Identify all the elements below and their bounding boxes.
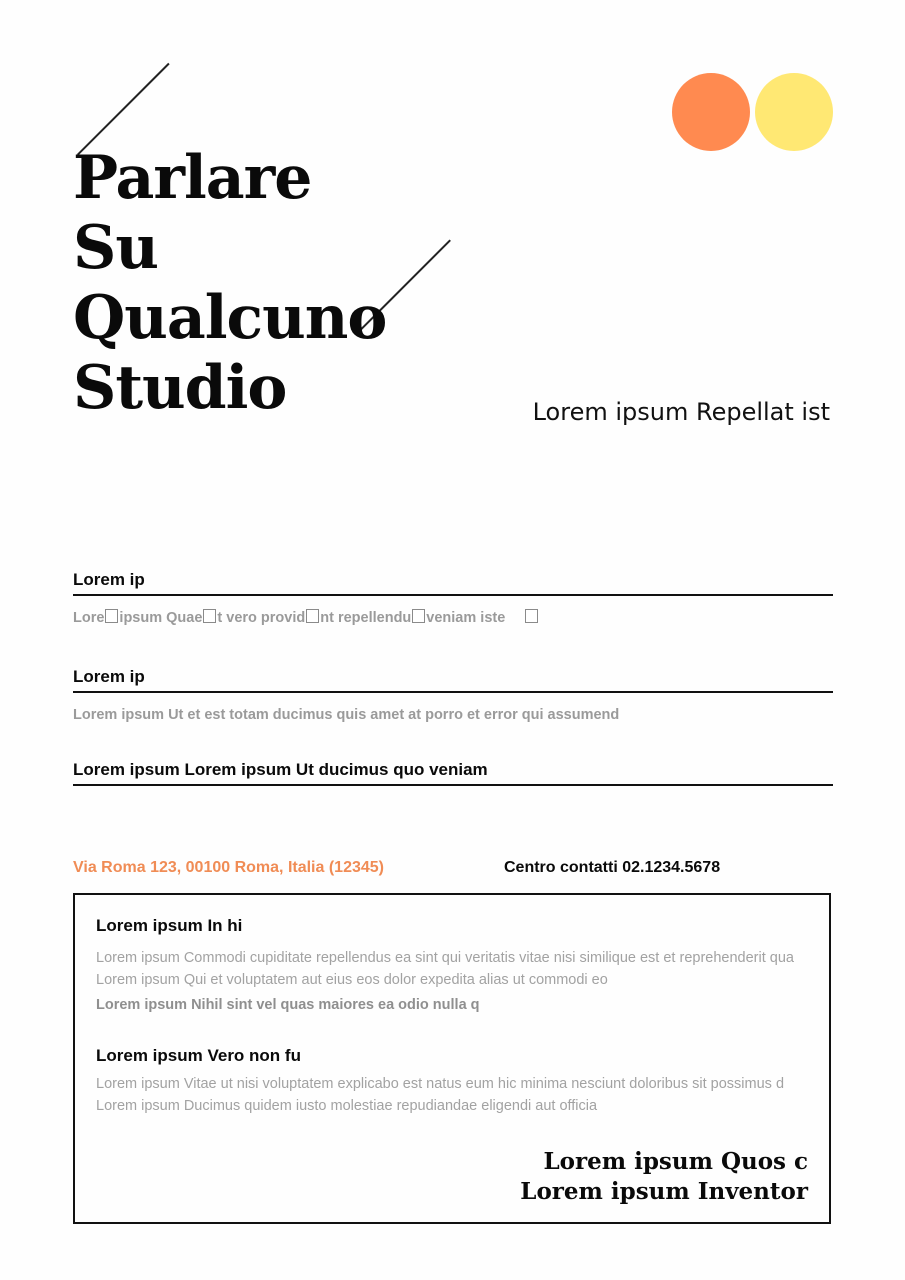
title-line-3: Qualcuno	[73, 283, 387, 353]
placeholder-box-icon	[306, 609, 319, 623]
orange-circle	[672, 73, 750, 151]
section-1-text	[73, 609, 539, 626]
info-box	[73, 893, 831, 1224]
box-block-1-line-2: Lorem ipsum Qui et voluptatem aut eius eos dolor expedita alias ut commodi eo	[96, 972, 608, 988]
yellow-circle	[755, 73, 833, 151]
placeholder-box-icon	[412, 609, 425, 623]
box-block-2-line-1: Lorem ipsum Vitae ut nisi voluptatem explicabo est natus eum hic minima nesciunt doloribus sit possimus d	[96, 1076, 785, 1092]
address: Via Roma 123, 00100 Roma, Italia (12345)	[73, 859, 384, 876]
signature-block	[520, 1147, 808, 1207]
title-line-4: Studio	[73, 353, 287, 423]
page-title	[73, 143, 386, 423]
section-1-fragment-4: nt repellendu	[320, 610, 412, 626]
signature-line-1: Lorem ipsum Quos c	[543, 1148, 808, 1175]
box-block-1-line-3: Lorem ipsum Nihil sint vel quas maiores ea odio nulla q	[96, 997, 480, 1013]
section-1-fragment-1: Lore	[73, 610, 105, 626]
tagline: Lorem ipsum Repellat ist	[532, 398, 830, 426]
box-block-2-line-2: Lorem ipsum Ducimus quidem iusto molestiae repudiandae eligendi aut officia	[96, 1098, 598, 1114]
section-1-fragment-2: ipsum Quae	[119, 610, 203, 626]
title-line-2: Su	[73, 213, 158, 283]
box-block-1-heading: Lorem ipsum In hi	[96, 916, 243, 935]
section-2-text: Lorem ipsum Ut et est totam ducimus quis amet at porro et error qui assumend	[73, 707, 620, 723]
signature-line-2: Lorem ipsum Inventor	[520, 1178, 808, 1205]
section-1-fragment-5: veniam iste	[426, 610, 506, 626]
box-block-2-heading: Lorem ipsum Vero non fu	[96, 1046, 301, 1065]
box-block-1-line-1: Lorem ipsum Commodi cupiditate repellendus ea sint qui veritatis vitae nisi similique est et reprehenderit qua	[96, 950, 794, 966]
section-3-heading: Lorem ipsum Lorem ipsum Ut ducimus quo veniam	[73, 760, 833, 786]
section-1-heading: Lorem ip	[73, 570, 833, 596]
placeholder-box-icon	[525, 609, 538, 623]
decorative-line-top	[77, 63, 170, 156]
title-line-1: Parlare	[73, 143, 312, 213]
section-1-fragment-3: t vero provid	[217, 610, 306, 626]
section-2-heading: Lorem ip	[73, 667, 833, 693]
placeholder-box-icon	[105, 609, 118, 623]
placeholder-box-icon	[203, 609, 216, 623]
contact-phone: Centro contatti 02.1234.5678	[504, 859, 721, 876]
